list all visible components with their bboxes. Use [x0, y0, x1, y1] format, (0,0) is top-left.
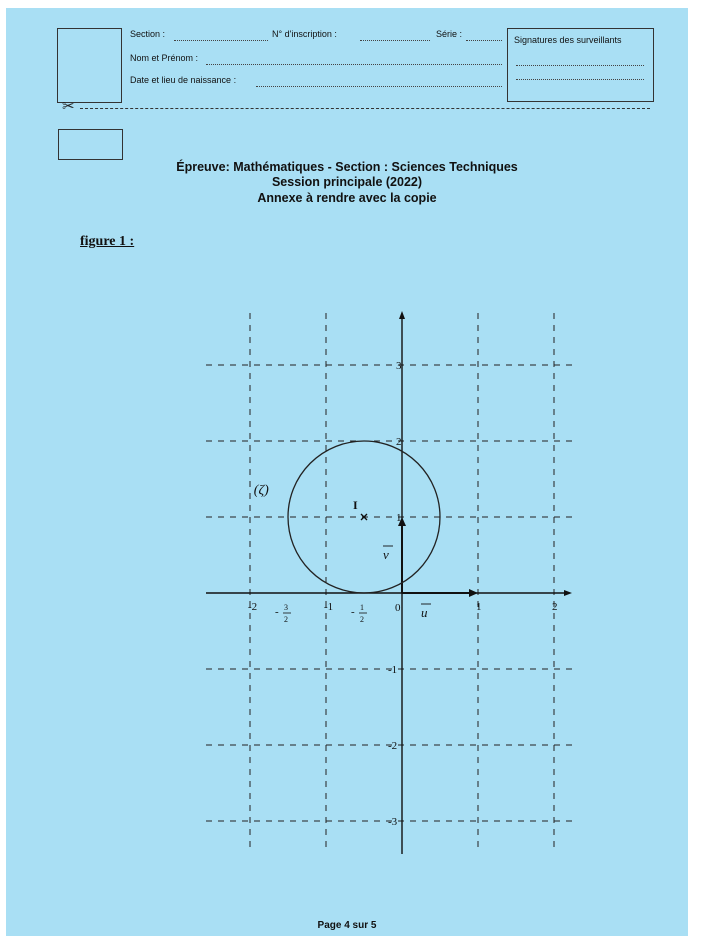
grid: [206, 313, 572, 848]
y-tick-label: 3: [396, 360, 402, 372]
curve-label: (ζ): [253, 483, 269, 499]
vector-u-label: u: [421, 605, 428, 620]
exam-sheet: [6, 8, 688, 936]
x-fraction-num: 1: [360, 603, 364, 612]
x-tick-label: -1: [324, 601, 334, 613]
x-axis-arrow: [564, 590, 572, 596]
nom-label: Nom et Prénom :: [130, 53, 199, 63]
vector-v-label: v: [383, 547, 389, 562]
date-label: Date et lieu de naissance :: [130, 75, 237, 85]
axes: [206, 311, 572, 854]
figure-graph: [6, 8, 688, 936]
y-tick-label: 1: [396, 512, 402, 524]
scissors-icon: ✂: [62, 98, 75, 115]
section-label: Section :: [130, 29, 166, 39]
y-tick-label: -3: [388, 816, 398, 828]
x-fraction-sign: -: [275, 606, 279, 618]
x-tick-label: 2: [552, 601, 558, 613]
x-fraction-den: 2: [284, 615, 288, 624]
signatures-label: Signatures des surveillants: [514, 35, 622, 45]
exam-title: Épreuve: Mathématiques - Section : Sciences Techniques: [176, 160, 518, 174]
serie-label: Série :: [436, 29, 463, 39]
origin-label: 0: [395, 602, 401, 614]
y-tick-label: -1: [388, 664, 398, 676]
page-number: Page 4 sur 5: [317, 920, 377, 931]
y-axis-arrow: [399, 311, 405, 319]
y-tick-label: 2: [396, 436, 402, 448]
figure-label: figure 1 :: [80, 234, 135, 249]
y-tick-label: -2: [388, 740, 398, 752]
center-label: I: [353, 498, 358, 512]
annex-title: Annexe à rendre avec la copie: [257, 191, 437, 205]
x-fraction-num: 3: [284, 603, 288, 612]
inscription-label: N° d'inscription :: [272, 29, 337, 39]
x-fraction-sign: -: [351, 606, 355, 618]
x-tick-label: -2: [248, 601, 258, 613]
session-title: Session principale (2022): [271, 175, 423, 189]
x-fraction-den: 2: [360, 615, 364, 624]
vector-u-arrow: [469, 589, 478, 597]
x-tick-label: 1: [476, 601, 482, 613]
